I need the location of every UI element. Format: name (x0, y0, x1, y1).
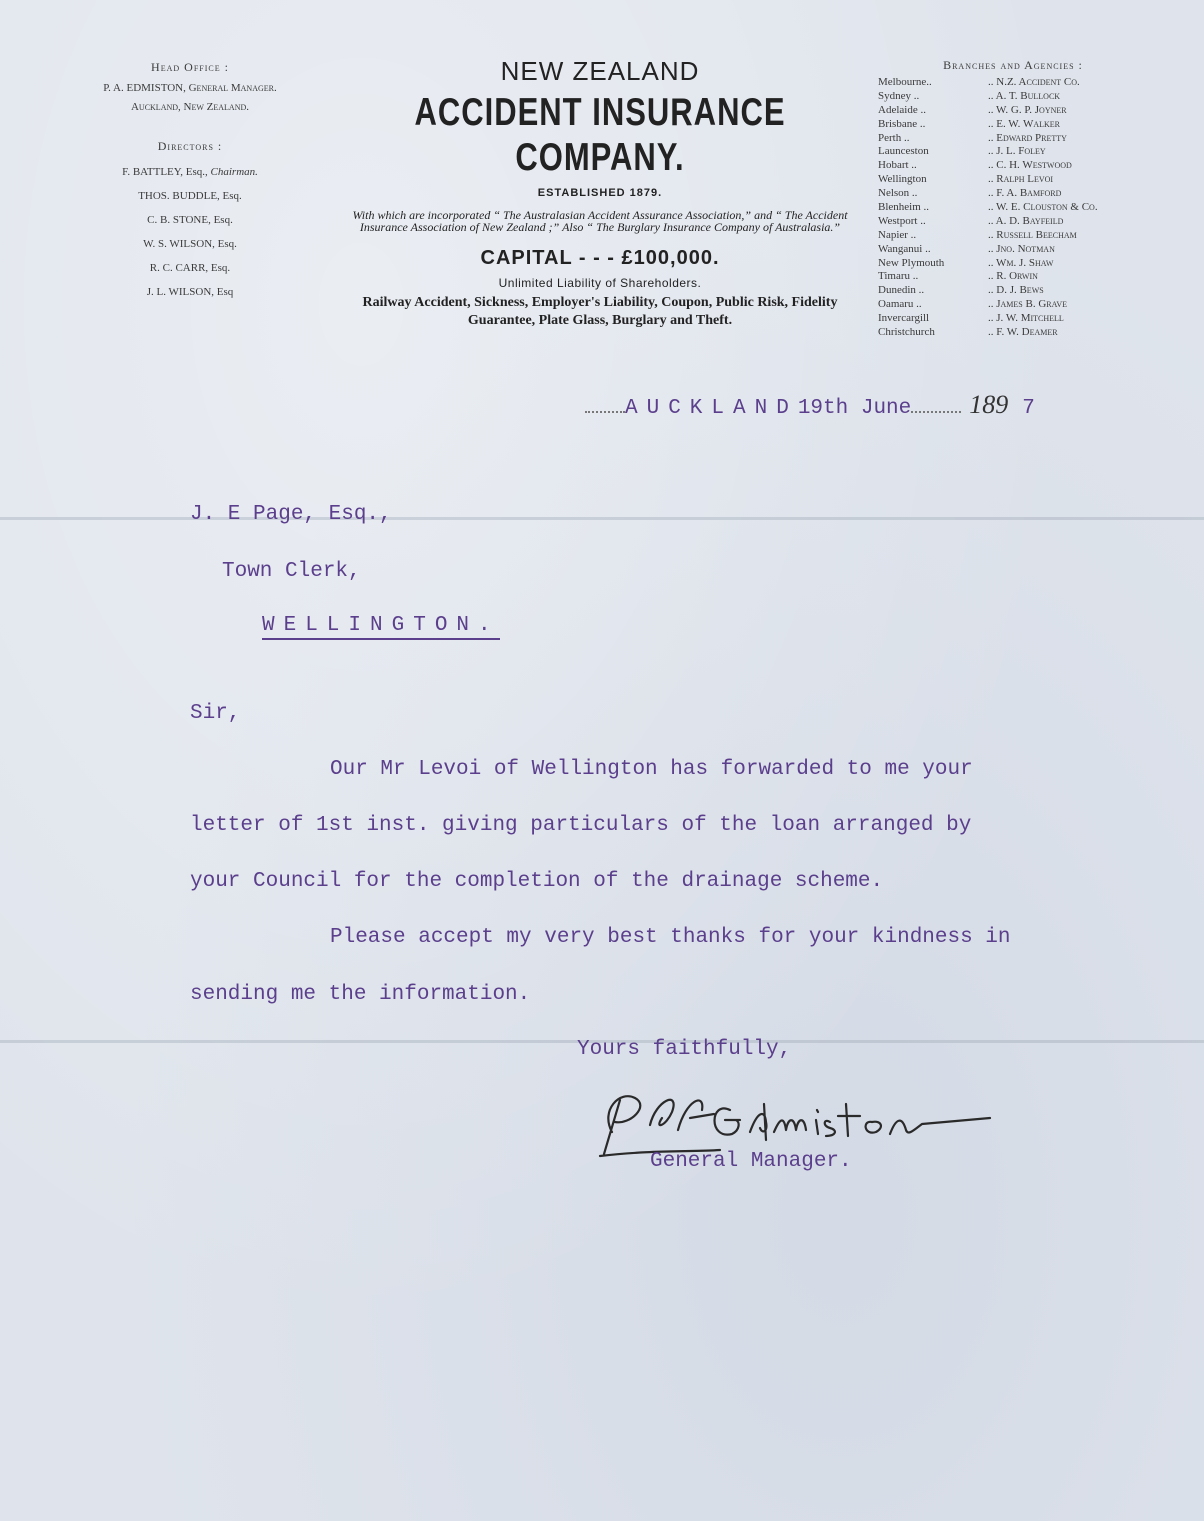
director-entry: THOS. BUDDLE, Esq. (138, 190, 242, 202)
branch-row: Hobart .. .. C. H. Westwood (878, 159, 1072, 172)
branch-row: Timaru .. .. R. Orwin (878, 270, 1038, 283)
date-year-typed: 7 (1022, 397, 1035, 420)
branch-row: Westport .. .. A. D. Bayfeild (878, 214, 1064, 227)
company-name-line2: ACCIDENT INSURANCE COMPANY. (414, 90, 786, 179)
branch-row: New Plymouth .. Wm. J. Shaw (878, 256, 1054, 269)
branch-row: Christchurch .. F. W. Deamer (878, 326, 1058, 339)
established-year: ESTABLISHED 1879. (537, 187, 663, 199)
recipient-city: WELLINGTON. (262, 614, 500, 640)
date-year-printed: 189 (969, 390, 1009, 419)
date-day: 19th June (797, 397, 912, 420)
branch-row: Wanganui .. .. Jno. Notman (878, 242, 1055, 255)
liability-note: Unlimited Liability of Shareholders. (498, 276, 702, 290)
signatory-title: General Manager. (650, 1150, 852, 1173)
body-line: Our Mr Levoi of Wellington has forwarded to me your (330, 758, 973, 781)
recipient-name: J. E Page, Esq., (190, 503, 392, 526)
salutation: Sir, (190, 702, 241, 725)
branch-row: Oamaru .. .. James B. Grave (878, 298, 1068, 311)
branches-label: Branches and Agencies : (943, 58, 1083, 72)
recipient-title: Town Clerk, (222, 560, 361, 583)
head-office-line: Auckland, New Zealand. (130, 101, 250, 113)
branch-row: Invercargill .. J. W. Mitchell (878, 312, 1064, 325)
director-entry: J. L. WILSON, Esq (146, 286, 234, 298)
closing: Yours faithfully, (577, 1038, 792, 1061)
director-entry: F. BATTLEY, Esq., Chairman. (122, 166, 258, 178)
dotted-rule (911, 395, 961, 413)
company-name-line1: NEW ZEALAND (500, 56, 700, 86)
head-office-line: P. A. EDMISTON, General Manager. (103, 82, 277, 94)
branch-row: Dunedin .. .. D. J. Bews (878, 284, 1044, 297)
dotted-rule (585, 395, 625, 413)
paper-fold (0, 517, 1204, 520)
capital-amount: CAPITAL - - - £100,000. (480, 247, 720, 269)
branch-row: Sydney .. .. A. T. Bullock (878, 89, 1061, 102)
body-line: letter of 1st inst. giving particulars of the loan arranged by (190, 814, 972, 837)
body-line: sending me the information. (190, 983, 531, 1006)
body-line: your Council for the completion of the drainage scheme. (190, 870, 884, 893)
head-office-block (55, 60, 325, 298)
branch-row: Nelson .. .. F. A. Bamford (878, 187, 1062, 200)
director-entry: C. B. STONE, Esq. (147, 214, 233, 226)
branch-row: Napier .. .. Russell Beecham (878, 228, 1077, 241)
branch-row: Melbourne.. .. N.Z. Accident Co. (878, 76, 1080, 88)
head-office-label: Head Office : (151, 60, 229, 74)
branch-row: Brisbane .. .. E. W. Walker (878, 117, 1060, 130)
incorporated-note: With which are incorporated “ The Australasian Accident Assurance Association,” and “ The Accident Insurance Association of New Zealand ;” Also “ The Burglary Insurance Company of Australasia.” (352, 208, 848, 234)
insurance-classes: Railway Accident, Sickness, Employer's Liability, Coupon, Public Risk, Fidelity Guarantee, Plate Glass, Burglary and Theft. (362, 295, 838, 328)
branch-row: Adelaide .. .. W. G. P. Joyner (878, 103, 1067, 116)
date-place: AUCKLAND (625, 397, 798, 420)
director-entry: R. C. CARR, Esq. (149, 262, 231, 274)
body-line: Please accept my very best thanks for your kindness in (330, 926, 1011, 949)
directors-label: Directors : (157, 139, 223, 153)
branch-row: Blenheim .. .. W. E. Clouston & Co. (878, 201, 1098, 214)
company-masthead (330, 56, 870, 330)
branch-row: Wellington .. Ralph Levoi (878, 173, 1054, 186)
branch-row: Launceston .. J. L. Foley (878, 145, 1046, 158)
branch-row: Perth .. .. Edward Pretty (878, 131, 1067, 144)
date-line (585, 390, 1035, 420)
branches-block (878, 58, 1148, 340)
director-entry: W. S. WILSON, Esq. (143, 238, 237, 250)
